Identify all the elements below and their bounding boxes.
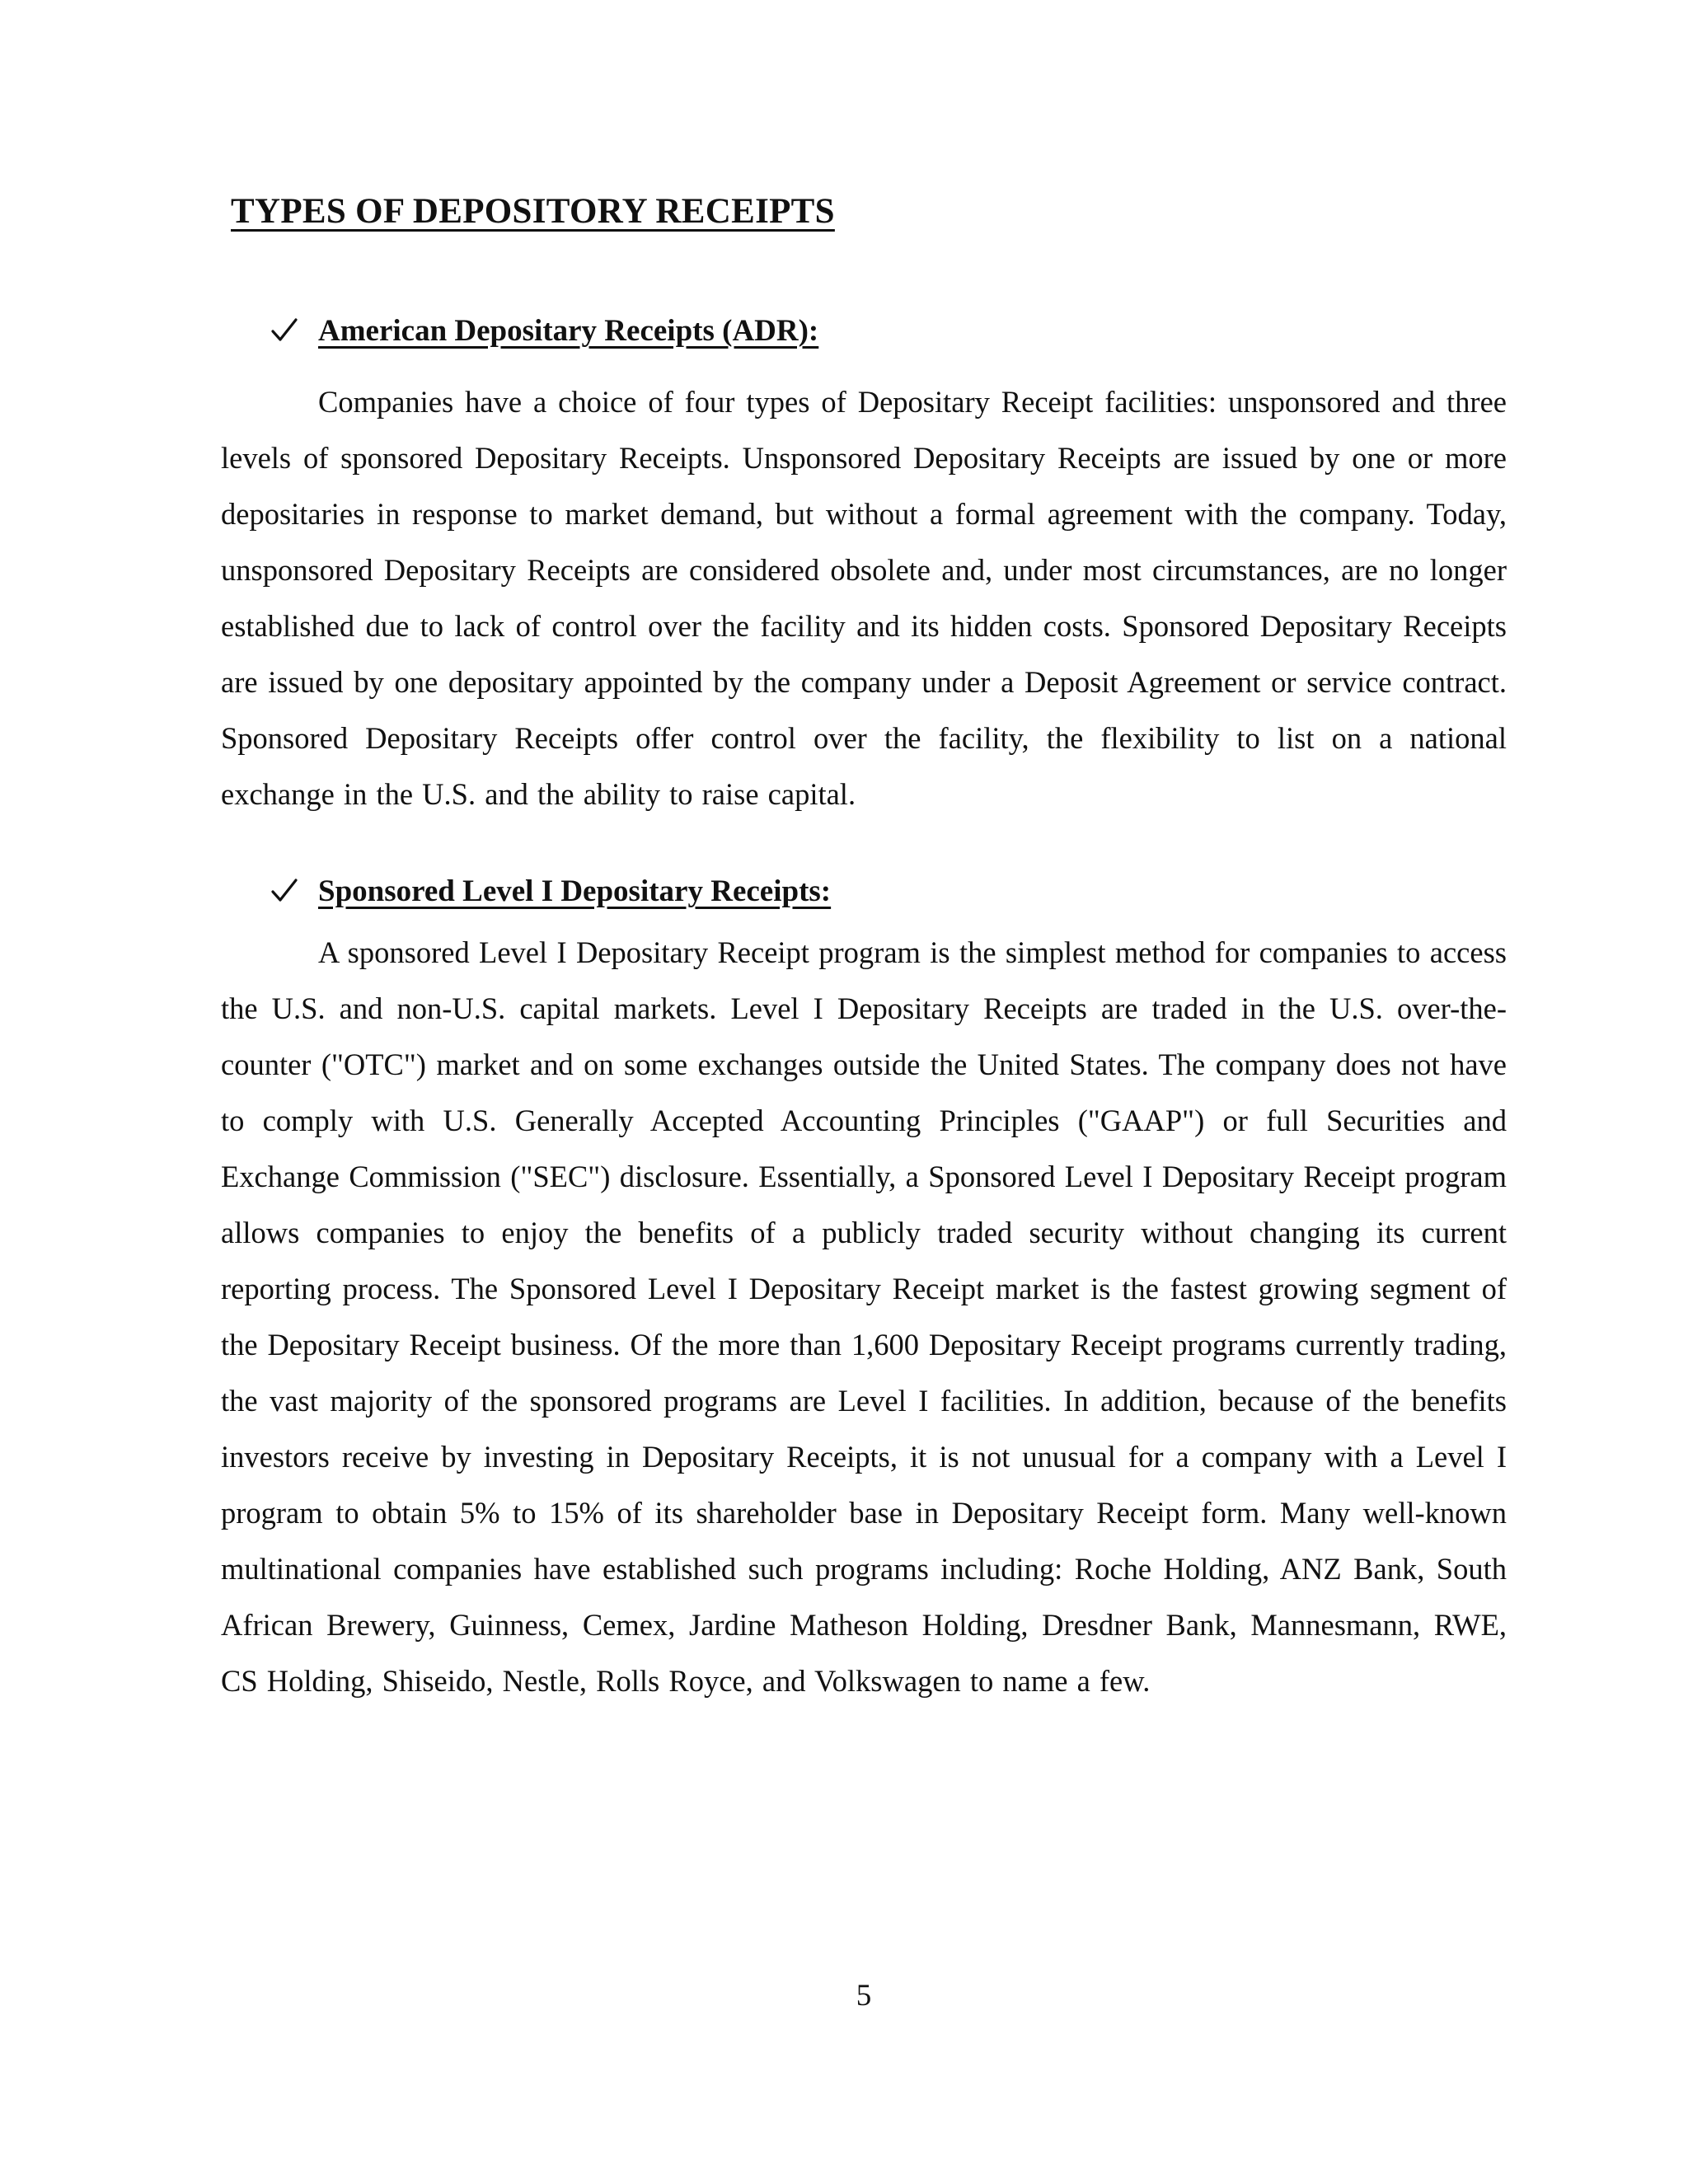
checkmark-icon — [270, 316, 298, 344]
section-sponsored-level-1 — [221, 874, 1507, 1709]
section-heading — [221, 313, 1507, 364]
section-heading-text: Sponsored Level I Depositary Receipts: — [318, 874, 832, 908]
page-title: TYPES OF DEPOSITORY RECEIPTS — [231, 192, 835, 231]
section-heading-text: American Depositary Receipts (ADR): — [318, 314, 819, 348]
section-adr — [221, 313, 1507, 823]
checkmark-icon — [270, 877, 298, 905]
body-paragraph: A sponsored Level I Depositary Receipt program is the simplest method for companies to access the U.S. and non-U.S. capital markets. Level I Depositary Receipts are traded in the U.S. over-the-counter ("OTC") market and on some exchanges outside the United States. The company does not have to comply with U.S. Generally Accepted Accounting Principles ("GAAP") or full Securities and Exchange Commission ("SEC") disclosure. Essentially, a Sponsored Level I Depositary Receipt program allows companies to enjoy the benefits of a publicly traded security without changing its current reporting process. The Sponsored Level I Depositary Receipt market is the fastest growing segment of the Depositary Receipt business. Of the more than 1,600 Depositary Receipt programs currently trading, the vast majority of the sponsored programs are Level I facilities. In addition, because of the benefits investors receive by investing in Depositary Receipts, it is not unusual for a company with a Level I program to obtain 5% to 15% of its shareholder base in Depositary Receipt form. Many well-known multinational companies have established such programs including: Roche Holding, ANZ Bank, South African Brewery, Guinness, Cemex, Jardine Matheson Holding, Dresdner Bank, Mannesmann, RWE, CS Holding, Shiseido, Nestle, Rolls Royce, and Volkswagen to name a few. — [221, 935, 1507, 1698]
body-paragraph: Companies have a choice of four types of Depositary Receipt facilities: unsponsored and three levels of sponsored Depositary Receipts. Unsponsored Depositary Receipts are issued by one or more depositaries in response to market demand, but without a formal agreement with the company. Today, unsponsored Depositary Receipts are considered obsolete and, under most circumstances, are no longer established due to lack of control over the facility and its hidden costs. Sponsored Depositary Receipts are issued by one depositary appointed by the company under a Deposit Agreement or service contract. Sponsored Depositary Receipts offer control over the facility, the flexibility to list on a national exchange in the U.S. and the ability to raise capital. — [221, 385, 1507, 811]
page-number: 5 — [856, 1979, 872, 2013]
section-heading — [221, 874, 1507, 925]
